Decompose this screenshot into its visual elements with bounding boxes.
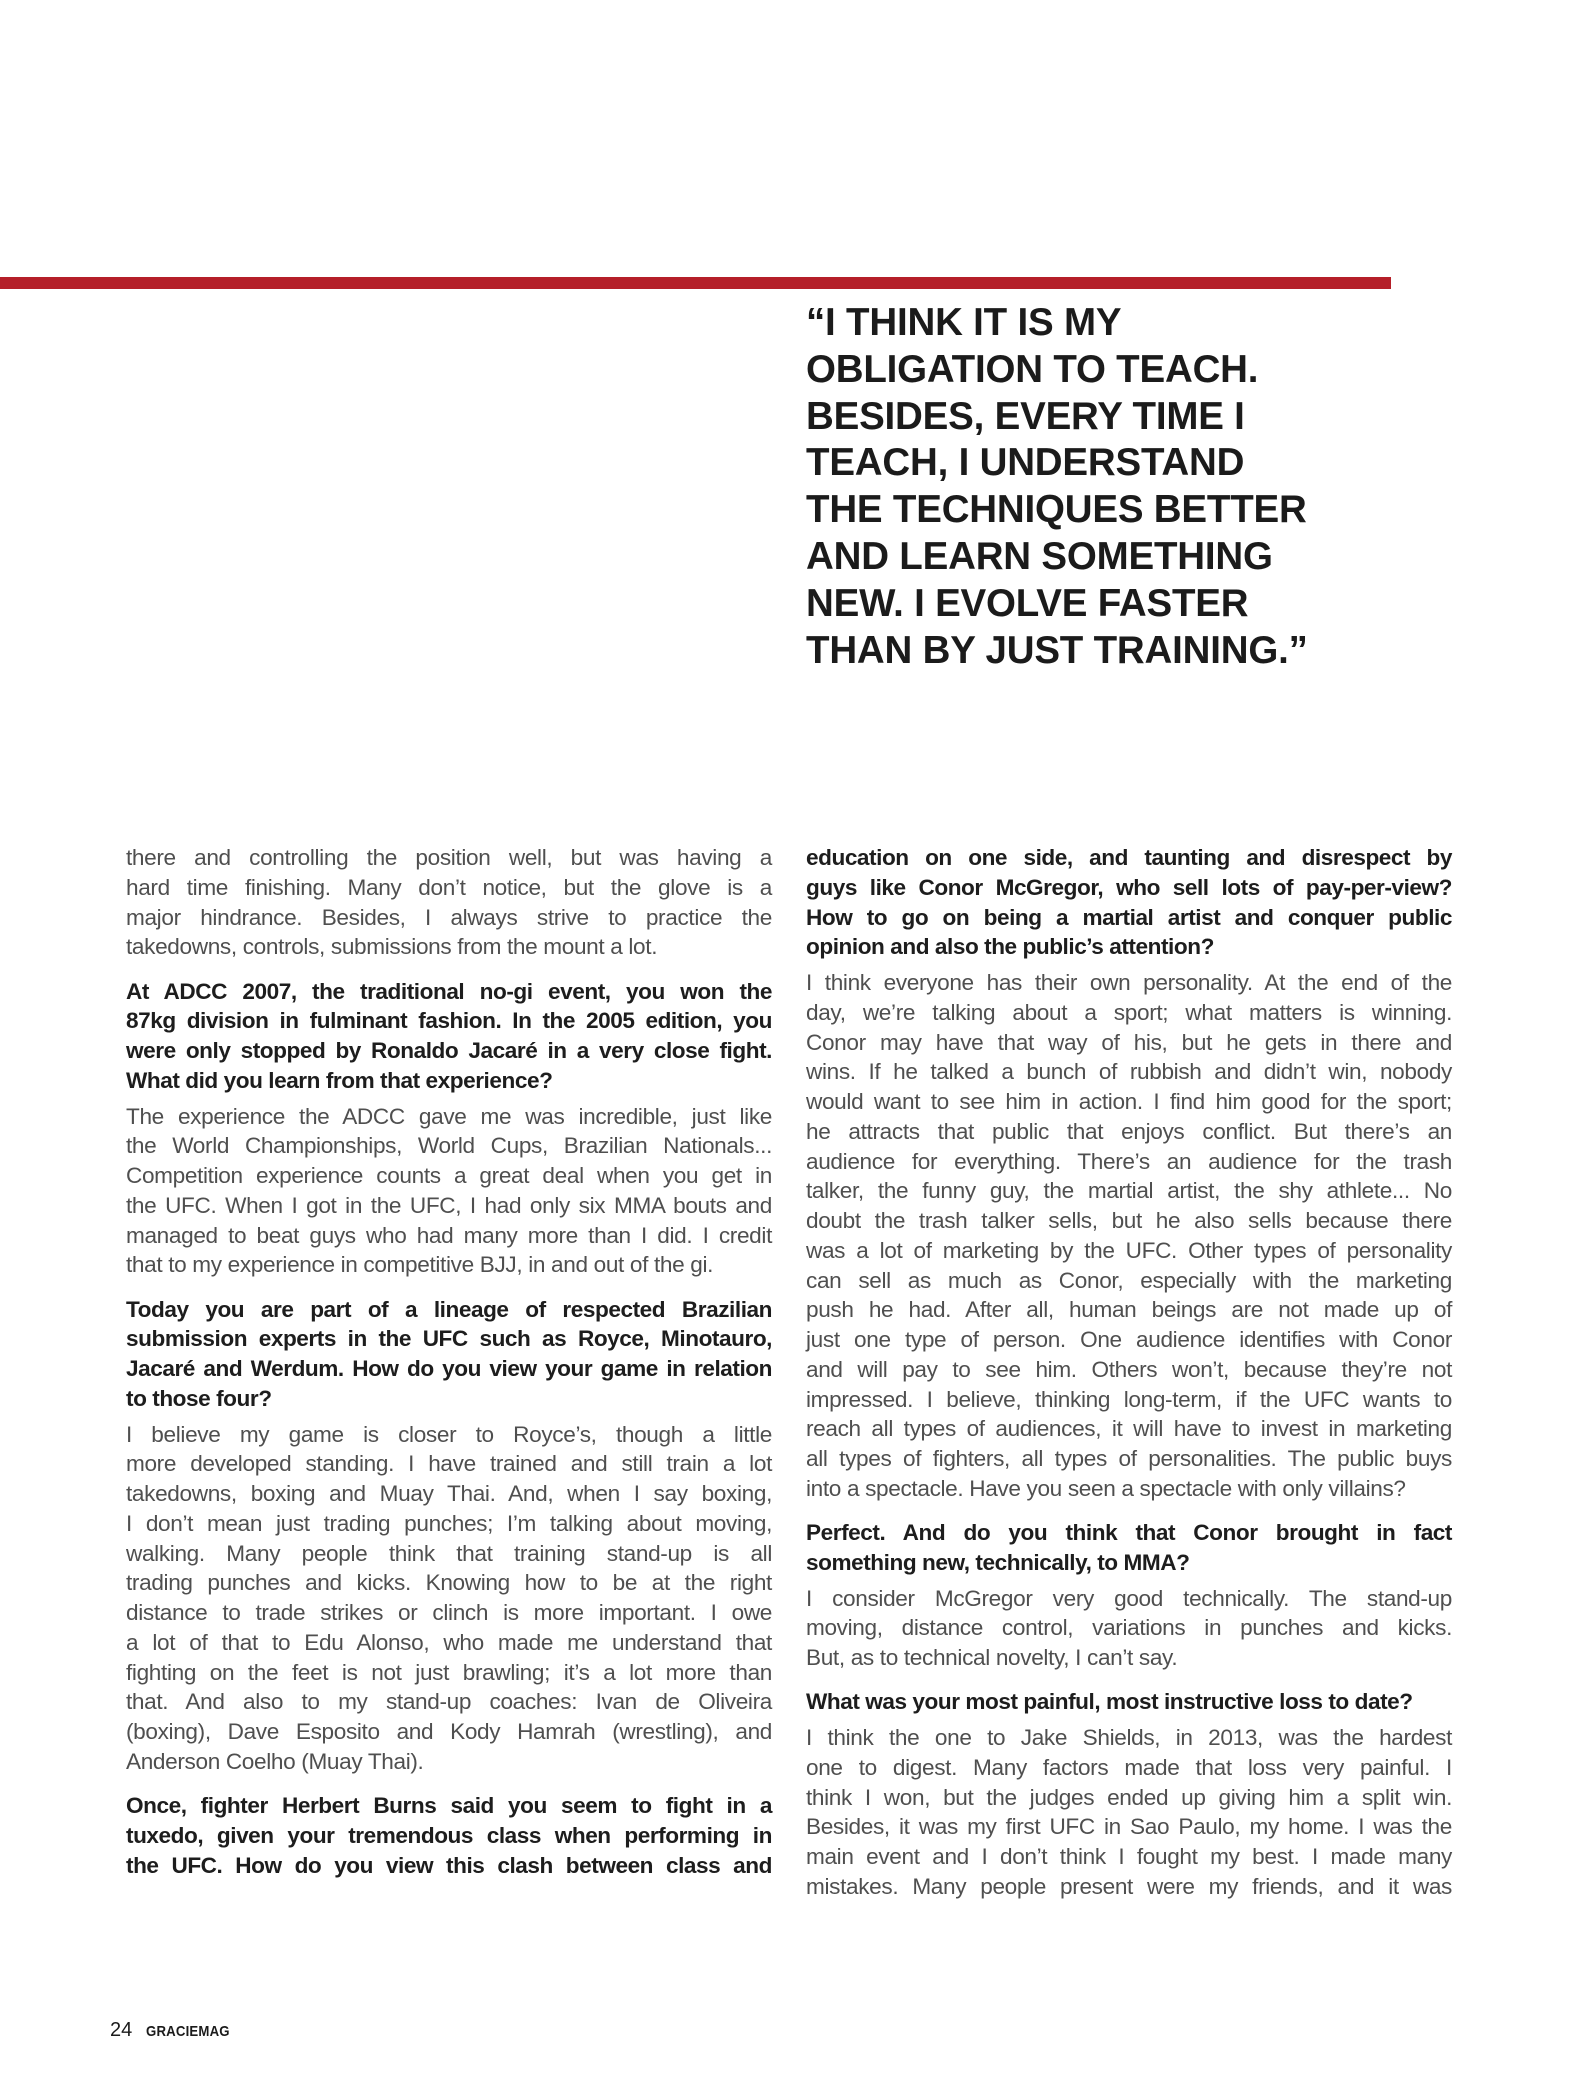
text-line: I believe my game is closer to Royce’s, though a little	[126, 1421, 772, 1447]
interview-answer	[806, 1723, 1452, 1902]
article-column-right	[806, 843, 1452, 1902]
text-line: Conor may have that way of his, but he gets in there and	[806, 1029, 1452, 1055]
text-line: that. And also to my stand-up coaches: Ivan de Oliveira	[126, 1689, 772, 1715]
text-line: into a spectacle. Have you seen a spectacle with only villains?	[806, 1475, 1406, 1501]
text-line: distance to trade strikes or clinch is more important. I owe	[126, 1600, 772, 1625]
text-line: doubt the trash talker sells, but he also sells because there	[806, 1208, 1452, 1233]
interview-answer	[126, 843, 772, 962]
text-line: tuxedo, given your tremendous class when performing in	[126, 1822, 772, 1848]
text-line: can sell as much as Conor, especially with the marketing	[806, 1267, 1452, 1293]
pull-quote-line: OBLIGATION TO TEACH.	[806, 347, 1259, 391]
text-line: something new, technically, to MMA?	[806, 1549, 1190, 1575]
text-line: takedowns, boxing and Muay Thai. And, when I say boxing,	[126, 1481, 772, 1506]
pull-quote-line: TEACH, I UNDERSTAND	[806, 441, 1245, 485]
interview-answer	[806, 1584, 1452, 1673]
interview-answer	[806, 968, 1452, 1504]
text-line: trading punches and kicks. Knowing how to be at the right	[126, 1570, 772, 1596]
text-line: wins. If he talked a bunch of rubbish and didn’t win, nobody	[806, 1059, 1452, 1085]
text-line: At ADCC 2007, the traditional no-gi event, you won the	[126, 978, 772, 1004]
text-line: to those four?	[126, 1385, 272, 1411]
text-line: push he had. After all, human beings are not made up of	[806, 1297, 1452, 1323]
text-line: all types of fighters, all types of personalities. The public buys	[806, 1446, 1452, 1471]
pull-quote-line: THE TECHNIQUES BETTER	[806, 488, 1307, 532]
text-line: that to my experience in competitive BJJ, in and out of the gi.	[126, 1252, 714, 1278]
text-line: just one type of person. One audience identifies with Conor	[806, 1327, 1452, 1352]
text-line: the UFC. How do you view this clash between class and	[126, 1852, 772, 1878]
text-line: day, we’re talking about a sport; what matters is winning.	[806, 999, 1452, 1025]
text-line: I consider McGregor very good technically. The stand-up	[806, 1585, 1452, 1611]
text-line: I don’t mean just trading punches; I’m talking about moving,	[126, 1510, 772, 1536]
text-line: there and controlling the position well, but was having a	[126, 845, 772, 870]
text-line: Jacaré and Werdum. How do you view your game in relation	[126, 1356, 772, 1381]
text-line: would want to see him in action. I find him good for the sport;	[806, 1089, 1452, 1114]
text-line: What was your most painful, most instructive loss to date?	[806, 1689, 1413, 1715]
magazine-name: GRACIEMAG	[146, 2023, 230, 2040]
text-line: were only stopped by Ronaldo Jacaré in a very close fight.	[126, 1038, 772, 1063]
text-line: I think everyone has their own personality. At the end of the	[806, 970, 1452, 995]
text-line: walking. Many people think that training stand-up is all	[126, 1540, 772, 1566]
text-line: hard time finishing. Many don’t notice, but the glove is a	[126, 874, 772, 900]
text-line: guys like Conor McGregor, who sell lots of pay-per-view?	[806, 874, 1452, 900]
interview-answer	[126, 1420, 772, 1777]
text-line: How to go on being a martial artist and conquer public	[806, 904, 1452, 930]
text-line: main event and I don’t think I fought my best. I made many	[806, 1844, 1452, 1869]
interview-question	[126, 977, 772, 1096]
article-column-left	[126, 843, 772, 1880]
interview-question	[126, 1295, 772, 1414]
text-line: the UFC. When I got in the UFC, I had only six MMA bouts and	[126, 1192, 772, 1218]
text-line: submission experts in the UFC such as Royce, Minotauro,	[126, 1326, 772, 1352]
text-line: mistakes. Many people present were my friends, and it was	[806, 1873, 1452, 1899]
text-line: audience for everything. There’s an audience for the trash	[806, 1148, 1452, 1174]
page-number: 24	[110, 2019, 133, 2041]
text-line: and will pay to see him. Others won’t, because they’re not	[806, 1356, 1452, 1382]
text-line: Today you are part of a lineage of respected Brazilian	[126, 1296, 772, 1322]
interview-question	[126, 1791, 772, 1880]
text-line: moving, distance control, variations in punches and kicks.	[806, 1615, 1452, 1641]
pull-quote-line: THAN BY JUST TRAINING.”	[806, 628, 1308, 672]
pull-quote-line: NEW. I EVOLVE FASTER	[806, 581, 1249, 625]
interview-answer	[126, 1102, 772, 1281]
text-line: The experience the ADCC gave me was incredible, just like	[126, 1103, 772, 1129]
text-line: impressed. I believe, thinking long-term, if the UFC wants to	[806, 1386, 1452, 1412]
red-accent-rule	[0, 277, 1391, 289]
text-line: Perfect. And do you think that Conor brought in fact	[806, 1520, 1452, 1545]
text-line: education on one side, and taunting and disrespect by	[806, 845, 1452, 870]
text-line: opinion and also the public’s attention?	[806, 934, 1214, 960]
text-line: fighting on the feet is not just brawling; it’s a lot more than	[126, 1659, 772, 1685]
text-line: Once, fighter Herbert Burns said you seem to fight in a	[126, 1793, 772, 1818]
page-footer	[110, 2019, 241, 2042]
text-line: Besides, it was my first UFC in Sao Paulo, my home. I was the	[806, 1814, 1452, 1840]
text-line: he attracts that public that enjoys conflict. But there’s an	[806, 1118, 1452, 1144]
interview-question	[806, 1687, 1452, 1717]
text-line: was a lot of marketing by the UFC. Other types of personality	[806, 1237, 1452, 1263]
interview-question	[806, 843, 1452, 962]
text-line: takedowns, controls, submissions from the mount a lot.	[126, 934, 658, 960]
text-line: one to digest. Many factors made that loss very painful. I	[806, 1754, 1452, 1780]
pull-quote	[806, 300, 1406, 674]
text-line: managed to beat guys who had many more than I did. I credit	[126, 1222, 772, 1248]
text-line: talker, the funny guy, the martial artist, the shy athlete... No	[806, 1178, 1452, 1204]
text-line: Anderson Coelho (Muay Thai).	[126, 1748, 424, 1774]
text-line: more developed standing. I have trained and still train a lot	[126, 1451, 772, 1477]
pull-quote-line: AND LEARN SOMETHING	[806, 534, 1273, 578]
text-line: the World Championships, World Cups, Brazilian Nationals...	[126, 1133, 772, 1159]
text-line: Competition experience counts a great deal when you get in	[126, 1163, 772, 1188]
text-line: think I won, but the judges ended up giving him a split win.	[806, 1784, 1452, 1810]
text-line: (boxing), Dave Esposito and Kody Hamrah (wrestling), and	[126, 1719, 772, 1744]
text-line: But, as to technical novelty, I can’t say.	[806, 1645, 1178, 1670]
interview-question	[806, 1518, 1452, 1578]
pull-quote-line: “I THINK IT IS MY	[806, 301, 1122, 344]
text-line: What did you learn from that experience?	[126, 1067, 553, 1093]
text-line: reach all types of audiences, it will have to invest in marketing	[806, 1416, 1452, 1442]
text-line: major hindrance. Besides, I always strive to practice the	[126, 904, 772, 930]
pull-quote-line: BESIDES, EVERY TIME I	[806, 394, 1245, 438]
text-line: a lot of that to Edu Alonso, who made me understand that	[126, 1629, 772, 1655]
text-line: 87kg division in fulminant fashion. In the 2005 edition, you	[126, 1008, 772, 1034]
text-line: I think the one to Jake Shields, in 2013, was the hardest	[806, 1725, 1452, 1750]
